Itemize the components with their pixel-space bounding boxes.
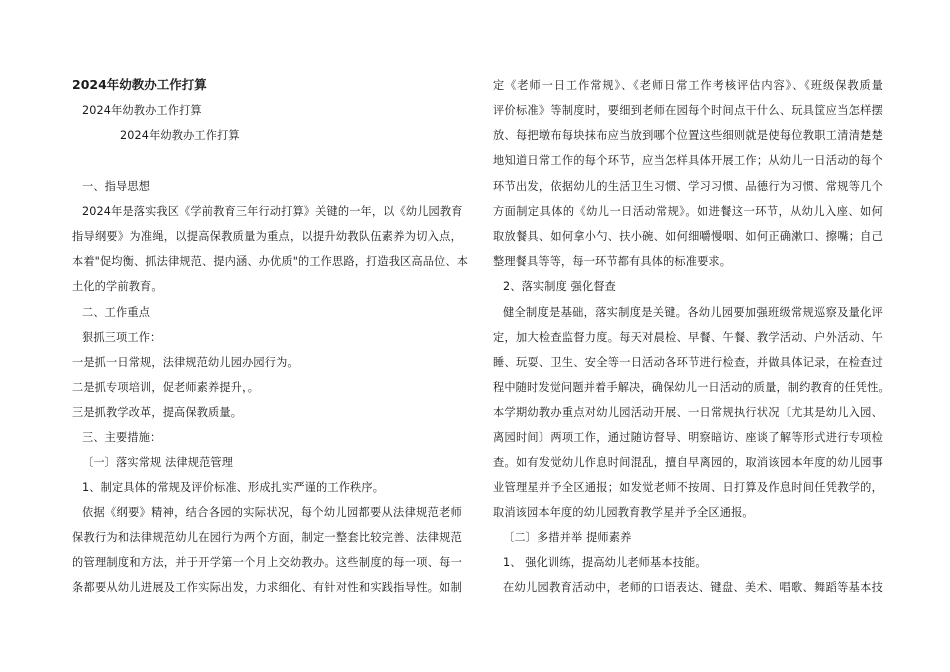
section-heading: 一、指导思想 bbox=[82, 180, 151, 193]
text-line: 2024年幼教办工作打算 bbox=[82, 104, 202, 117]
text-line: 定，加大检查监督力度。每天对晨检、早餐、午餐、教学活动、户外活动、午 bbox=[493, 331, 883, 344]
text-line: 离园时间〕两项工作，通过随访督导、明察暗访、座谈了解等形式进行专项检 bbox=[493, 431, 883, 444]
text-line: 1、 强化训练，提高幼儿老师基本技能。 bbox=[503, 556, 707, 569]
text-line: 在幼儿园教育活动中，老师的口语表达、键盘、美术、唱歌、舞蹈等基本技 bbox=[503, 581, 883, 594]
text-line: 评价标准》等制度时，要细到老师在园每个时间点干什么、玩具筐应当怎样摆 bbox=[493, 104, 883, 117]
text-line: 程中随时发觉问题并着手解决，确保幼儿一日活动的质量，制约教育的任凭性。 bbox=[493, 381, 890, 394]
text-line: 狠抓三项工作： bbox=[82, 331, 162, 344]
subsection-heading: 〔一〕落实常规 法律规范管理 bbox=[82, 456, 234, 469]
text-line: 环节出发，依据幼儿的生活卫生习惯、学习习惯、品德行为习惯、常规等几个 bbox=[493, 180, 883, 193]
text-line: 取消该园本年度的幼儿园教育教学星并予全区通报。 bbox=[493, 506, 754, 519]
text-line: 定《老师一日工作常规》、《老师日常工作考核评估内容》、《班级保教质量 bbox=[493, 79, 883, 92]
text-line: 取放餐具、如何拿小勺、扶小碗、如何细嚼慢咽、如何正确漱口、擦嘴；自己 bbox=[493, 230, 883, 243]
text-line: 健全制度是基础，落实制度是关键。各幼儿园要加强班级常规巡察及量化评 bbox=[503, 306, 883, 319]
section-heading: 三、主要措施： bbox=[82, 431, 162, 444]
section-heading: 二、工作重点 bbox=[82, 306, 151, 319]
text-line: 2024年是落实我区《学前教育三年行动打算》关键的一年，以《幼儿园教育 bbox=[82, 205, 463, 218]
subsection-heading: 2、落实制度 强化督查 bbox=[503, 280, 617, 293]
text-line: 整理餐具等等，每一环节都有具体的标准要求。 bbox=[493, 255, 732, 268]
text-line: 二是抓专项培训，促老师素养提升，。 bbox=[72, 381, 260, 394]
text-line: 本学期幼教办重点对幼儿园活动开展、一日常规执行状况〔尤其是幼儿入园、 bbox=[493, 406, 883, 419]
text-line: 1、制定具体的常规及评价标准、形成扎实严谨的工作秩序。 bbox=[82, 481, 385, 494]
text-line: 2024年幼教办工作打算 bbox=[120, 129, 240, 142]
text-line: 指导纲要》为准绳，以提高保教质量为重点，以提升幼教队伍素养为切入点， bbox=[72, 230, 462, 243]
text-line: 三是抓教学改革，提高保教质量。 bbox=[72, 406, 243, 419]
text-line: 查。如有发觉幼儿作息时间混乱，擅自早离园的，取消该园本年度的幼儿园事 bbox=[493, 456, 883, 469]
subsection-heading: 〔二〕多措并举 提师素养 bbox=[503, 531, 632, 544]
text-line: 睡、玩耍、卫生、安全等一日活动各环节进行检查，并做具体记录，在检查过 bbox=[493, 356, 883, 369]
text-line: 条都要从幼儿进展及工作实际出发，力求细化、有针对性和实践指导性。如制 bbox=[72, 581, 462, 594]
text-line: 方面制定具体的《幼儿一日活动常规》。如进餐这一环节，从幼儿入座、如何 bbox=[493, 205, 883, 218]
text-line: 放、每把墩布每块抹布应当放到哪个位置这些细则就是使每位教职工清清楚楚 bbox=[493, 129, 883, 142]
text-line: 一是抓一日常规，法律规范幼儿园办园行为。 bbox=[72, 356, 299, 369]
text-line: 业管理星并予全区通报；如发觉老师不按周、日打算及作息时间任凭教学的， bbox=[493, 481, 883, 494]
text-line: 土化的学前教育。 bbox=[72, 280, 163, 293]
text-line: 地知道日常工作的每个环节，应当怎样具体开展工作；从幼儿一日活动的每个 bbox=[493, 154, 883, 167]
text-line: 的管理制度和方法，并于开学第一个月上交幼教办。这些制度的每一项、每一 bbox=[72, 556, 462, 569]
document-title: 2024年幼教办工作打算 bbox=[72, 77, 207, 92]
text-line: 依据《纲要》精神，结合各园的实际状况，每个幼儿园都要从法律规范老师 bbox=[82, 506, 462, 519]
text-line: 本着"促均衡、抓法律规范、提内涵、办优质"的工作思路，打造我区高品位、本 bbox=[72, 255, 469, 268]
text-line: 保教行为和法律规范幼儿在园行为两个方面，制定一整套比较完善、法律规范 bbox=[72, 531, 462, 544]
